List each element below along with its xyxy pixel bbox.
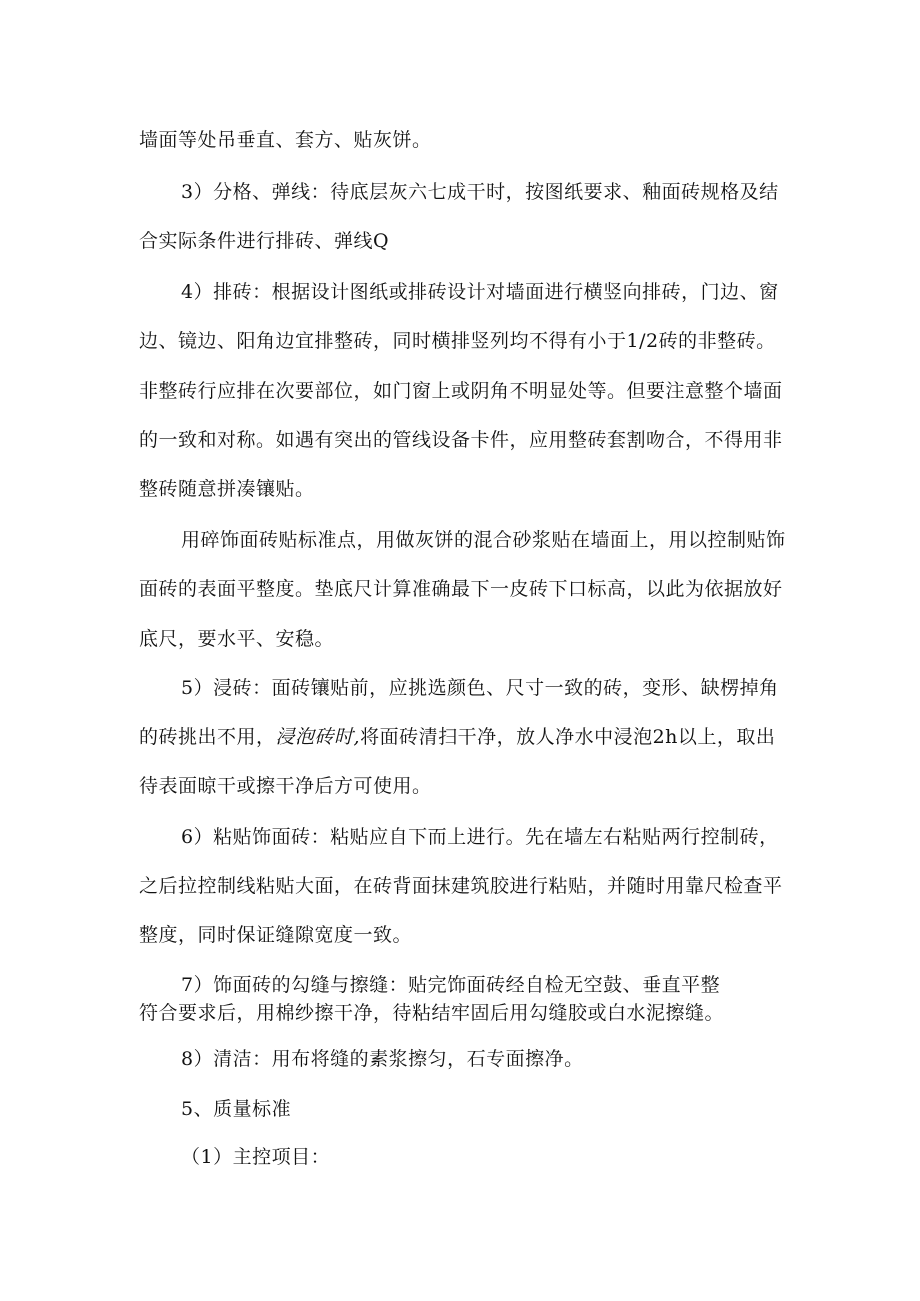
paragraph-4-line-1: 4）排砖：根据设计图纸或排砖设计对墙面进行横竖向排砖，门边、窗	[181, 281, 779, 303]
paragraph-5-line-2-part-b: 将面砖清扫干净，放人净水中浸泡2h以上，取出	[360, 726, 776, 748]
paragraph-4-line-2: 边、镜边、阳角边宜排整砖，同时横排竖列均不得有小于1/2砖的非整砖。	[139, 330, 776, 352]
paragraph-standard-line-1: 用碎饰面砖贴标准点，用做灰饼的混合砂浆贴在墙面上，用以控制贴饰	[181, 529, 786, 551]
paragraph-standard-line-2: 面砖的表面平整度。垫底尺计算准确最下一皮砖下口标高，以此为依据放好	[139, 578, 783, 600]
paragraph-6-line-3: 整度，同时保证缝隙宽度一致。	[139, 924, 413, 946]
paragraph-5-line-2-italic: 浸泡砖时,	[275, 726, 361, 748]
paragraph-6-line-2: 之后拉控制线粘贴大面，在砖背面抹建筑胶进行粘贴，并随时用靠尺检查平	[139, 875, 783, 897]
paragraph-3-line-2: 合实际条件进行排砖、弹线Q	[139, 230, 390, 252]
subsection-1-heading: （1）主控项目：	[181, 1146, 331, 1168]
paragraph-6-line-1: 6）粘贴饰面砖：粘贴应自下而上进行。先在墙左右粘贴两行控制砖，	[181, 826, 779, 848]
paragraph-4-line-5: 整砖随意拼凑镶贴。	[139, 478, 315, 500]
paragraph-4-line-4: 的一致和对称。如遇有突出的管线设备卡件，应用整砖套割吻合，不得用非	[139, 429, 783, 451]
paragraph-5-line-3: 待表面晾干或擦干净后方可使用。	[139, 775, 432, 797]
paragraph-standard-line-3: 底尺，要水平、安稳。	[139, 628, 335, 650]
paragraph-intro-line-1: 墙面等处吊垂直、套方、贴灰饼。	[139, 129, 432, 151]
paragraph-8-line-1: 8）清洁：用布将缝的素浆擦匀，石专面擦净。	[181, 1048, 584, 1070]
paragraph-4-line-3: 非整砖行应排在次要部位，如门窗上或阴角不明显处等。但要注意整个墙面	[139, 380, 783, 402]
paragraph-3-line-1: 3）分格、弹线：待底层灰六七成干时，按图纸要求、釉面砖规格及结	[181, 181, 779, 203]
paragraph-7-line-2: 符合要求后，用棉纱擦干净，待粘结牢固后用勾缝胶或白水泥擦缝。	[139, 1002, 725, 1024]
paragraph-5-line-2	[139, 725, 775, 749]
paragraph-7-line-1: 7）饰面砖的勾缝与擦缝：贴完饰面砖经自检无空鼓、垂直平整	[181, 974, 721, 996]
paragraph-5-line-2-part-a: 的砖挑出不用，	[139, 726, 276, 748]
paragraph-5-line-1: 5）浸砖：面砖镶贴前，应挑选颜色、尺寸一致的砖，变形、缺楞掉角	[181, 677, 779, 699]
section-5-heading: 5、质量标准	[181, 1098, 292, 1120]
